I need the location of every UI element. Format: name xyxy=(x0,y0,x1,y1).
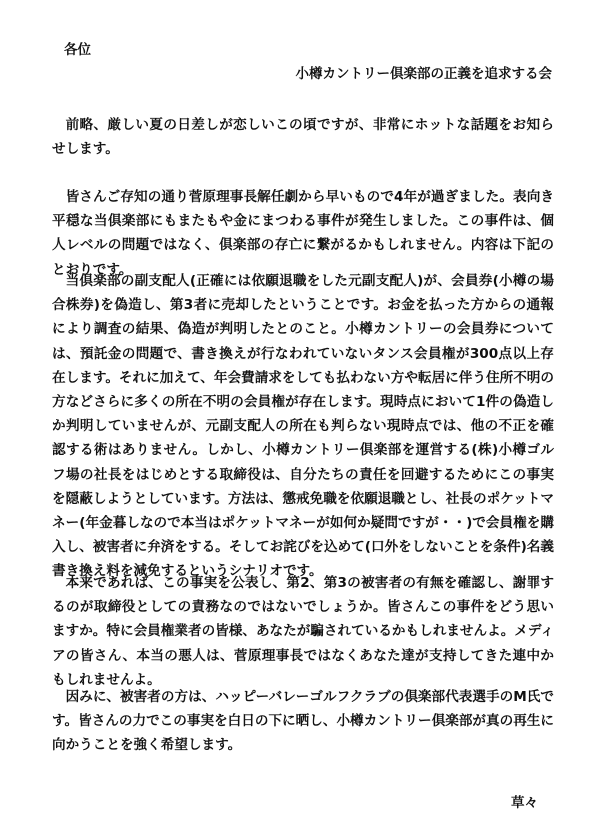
paragraph-background: 皆さんご存知の通り菅原理事長解任劇から早いもので4年が過ぎました。表向き平穏な当倶楽部にもまたもや金にまつわる事件が発生しました。この事件は、個人レベルの問題ではなく、倶楽部の存亡に繋がるかもしれません。内容は下記のとおりです。 xyxy=(52,189,554,278)
sender-name: 小樽カントリー倶楽部の正義を追求する会 xyxy=(295,66,552,82)
paragraph-greeting: 前略、厳しい夏の日差しが恋しいこの頃ですが、非常にホットな話題をお知らせします。 xyxy=(52,117,554,158)
closing-remark: 草々 xyxy=(511,795,538,811)
paragraph-appeal: 本来であれば、この事実を公表し、第2、第3の被害者の有無を確認し、謝罪するのが取締役としての責務なのではないでしょうか。皆さんこの事件をどう思いますか。特に会員権業者の皆様、あなたが騙されているかもしれませんよ。メディアの皆さん、本当の悪人は、菅原理事長ではなくあなた達が支持してきた連中かもしれませんよ。 xyxy=(52,575,554,688)
paragraph-conclusion: 因みに、被害者の方は、ハッピーバレーゴルフクラブの倶楽部代表選手のM氏です。皆さんの力でこの事実を白日の下に晒し、小樽カントリー倶楽部が真の再生に向かうことを強く希望します。 xyxy=(52,689,554,754)
paragraph-incident-details: 当倶楽部の副支配人(正確には依願退職をした元副支配人)が、会員券(小樽の場合株券)を偽造し、第3者に売却したということです。お金を払った方からの通報により調査の結果、偽造が判明したとのこと。小樽カントリーの会員券については、預託金の問題で、書き換えが行なわれていないタンス会員権が300点以上存在します。それに加えて、年会費請求をしても払わない方や転居に伴う住所不明の方などさらに多くの所在不明の会員権が存在します。現時点において1件の偽造しか判明していませんが、元副支配人の所在も判らない現時点では、他の不正を確認する術はありません。しかし、小樽カントリー倶楽部を運営する(株)小樽ゴルフ場の社長をはじめとする取締役は、自分たちの責任を回避するためにこの事実を隠蔽しようとしています。方法は、懲戒免職を依願退職とし、社長のポケットマネー(年金暮しなので本当はポケットマネーが如何か疑問ですが・・)で会員権を購入し、被害者に弁済をする。そしてお詫びを込めて(口外をしないことを条件)名義書き換え料を減免するというシナリオです。 xyxy=(52,273,554,580)
salutation: 各位 xyxy=(64,42,91,58)
